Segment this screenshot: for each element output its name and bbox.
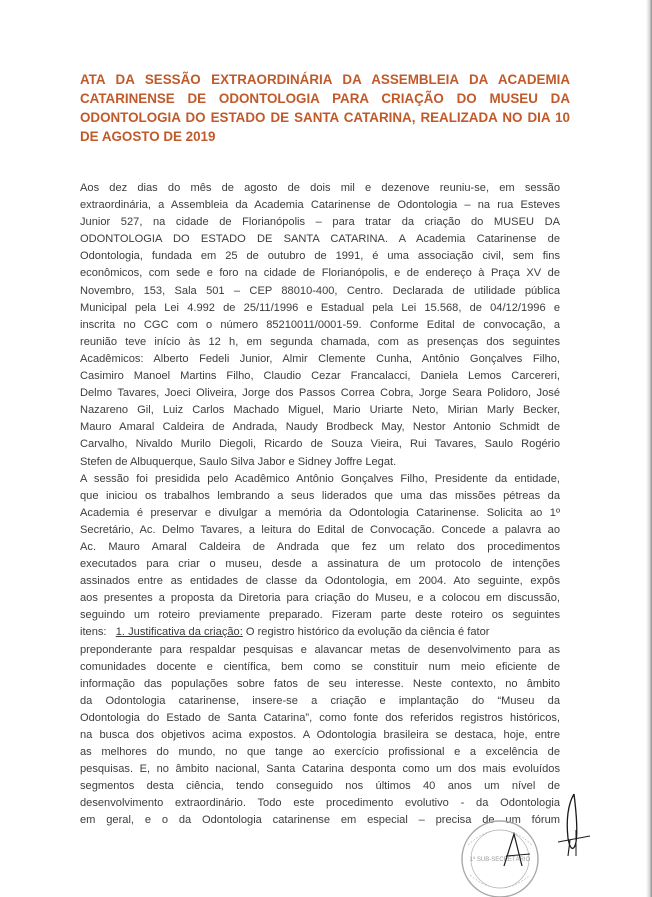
- body-line: na busca dos objetivos acima expostos. A Odontologia brasileira se destaca, hoje, entre: [80, 729, 560, 741]
- body-line: comunidades docente e científica, bem como se constituir num meio eficiente de: [80, 660, 560, 673]
- body-line: seguindo um roteiro previamente preparado. Fizeram parte deste roteiro os seguintes: [80, 609, 560, 622]
- body-line: preponderante para respaldar pesquisas e alavancar metas de desenvolvimento para as: [80, 643, 560, 656]
- body-line: aos presentes a proposta da Diretoria para criação do Museu, e a colocou em discussão,: [80, 592, 560, 605]
- body-line: Odontologia do Estado de Santa Catarina”, como fonte dos referidos registros históricos,: [80, 711, 560, 724]
- body-line: da Odontologia catarinense, insere-se a criação e implantação do “Museu da: [80, 694, 560, 707]
- body-line: Secretário, Ac. Delmo Tavares, a leitura do Edital de Convocação. Concede a palavra ao: [80, 523, 560, 536]
- itens-heading: 1. Justificativa da criação:: [115, 626, 243, 639]
- itens-rest: O registro histórico da evolução da ciência é fator: [245, 626, 490, 639]
- body-line: Casimiro Manoel Martins Filho, Claudio Cezar Francalacci, Daniela Lemos Carcereri,: [80, 370, 560, 383]
- body-line: Delmo Tavares, Joeci Oliveira, Jorge dos Passos Correa Cobra, Jorge Seara Polidoro, José: [80, 387, 560, 400]
- initials-signature: [496, 826, 536, 870]
- document-body: [80, 180, 560, 830]
- body-line: Municipal pela Lei 4.992 de 25/11/1996 e Estadual pela Lei 15.568, de 04/12/1996 e: [80, 301, 560, 314]
- body-line: as melhores do mundo, no que tange ao exercício profissional e a excelência de: [80, 746, 560, 759]
- body-line: Stefen de Albuquerque, Saulo Silva Jabor e Sidney Joffre Legat.: [80, 455, 397, 468]
- body-line: executados para criar o museu, desde a assinatura de um protocolo de intenções: [80, 558, 560, 571]
- body-line: Aos dez dias do mês de agosto de dois mil e dezenove reuniu-se, em sessão: [80, 182, 560, 194]
- body-line: em geral, e o da Odontologia catarinense em especial – precisa de um fórum: [80, 814, 560, 827]
- itens-label: itens:: [80, 626, 107, 639]
- body-line: Junior 527, na cidade de Florianópolis – para tratar da criação do MUSEU DA: [80, 216, 560, 229]
- body-line: Acadêmicos: Alberto Fedeli Junior, Almir Clemente Cunha, Antônio Gonçalves Filho,: [80, 352, 560, 365]
- stamp-text: 1º SUB-SECRETÁRIO: [469, 857, 531, 863]
- body-line: pesquisas. E, no âmbito nacional, Santa Catarina desponta como um dos mais evoluídos: [80, 763, 560, 776]
- body-line: segmentos desta ciência, tendo conseguido nos últimos 40 anos um nível de: [80, 780, 560, 793]
- body-line: extraordinária, a Assembleia da Academia Catarinense de Odontologia – na rua Esteves: [80, 199, 560, 212]
- handwritten-signature: [530, 790, 600, 860]
- body-line: reunião teve início às 12 h, em segunda chamada, com as presenças dos seguintes: [80, 335, 560, 348]
- body-line: Mauro Amaral Caldeira de Andrada, Naudy Brodbeck May, Nestor Antonio Schmidt de: [80, 421, 560, 434]
- body-line: que iniciou os trabalhos lembrando a seus liderados que uma das missões pétreas da: [80, 489, 560, 502]
- title-line: ATA DA SESSÃO EXTRAORDINÁRIA DA ASSEMBLEIA DA ACADEMIA: [80, 72, 570, 87]
- title-line: CATARINENSE DE ODONTOLOGIA PARA CRIAÇÃO DO MUSEU DA: [80, 91, 570, 106]
- body-line-itens: [80, 624, 560, 641]
- document-title: [80, 70, 570, 146]
- body-line: econômicos, com sede e foro na cidade de Florianópolis, e de endereço à Praça XV de: [80, 267, 560, 280]
- body-line: Academia é preservar e divulgar a memória da Odontologia Catarinense. Solicita ao 1º: [80, 506, 560, 519]
- body-line: A sessão foi presidida pelo Acadêmico Antônio Gonçalves Filho, Presidente da entidade,: [80, 472, 560, 485]
- body-line: Ac. Mauro Amaral Caldeira de Andrada que fez um relato dos procedimentos: [80, 540, 560, 553]
- body-line: ODONTOLOGIA DO ESTADO DE SANTA CATARINA. A Academia Catarinense de: [80, 233, 560, 246]
- body-line: Carvalho, Nivaldo Murilo Diegoli, Ricardo de Souza Vieira, Rui Tavares, Saulo Rogério: [80, 438, 560, 451]
- scan-edge: [646, 0, 652, 897]
- body-line: desenvolvimento extraordinário. Todo este procedimento evolutivo - da Odontologia: [80, 797, 560, 810]
- body-line: inscrita no CGC com o número 85210011/0001-59. Conforme Edital de convocação, a: [80, 318, 560, 331]
- body-line: Odontologia, fundada em 25 de outubro de 1991, é uma associação civil, sem fins: [80, 250, 560, 263]
- body-line: Nazareno Gil, Luiz Carlos Machado Miguel, Mario Uriarte Neto, Mirian Marly Becker,: [80, 404, 560, 417]
- body-line: Novembro, 153, Sala 501 – CEP 88010-400, Centro. Declarada de utilidade pública: [80, 284, 560, 297]
- title-line: DE AGOSTO DE 2019: [80, 129, 216, 144]
- body-line: informação das populações sobre fatos de seu interesse. Neste contexto, no âmbito: [80, 677, 560, 690]
- title-line: ODONTOLOGIA DO ESTADO DE SANTA CATARINA, REALIZADA NO DIA 10: [80, 110, 570, 125]
- body-line: assinados entre as entidades de classe da Odontologia, em 2004. Ato seguinte, expôs: [80, 575, 560, 588]
